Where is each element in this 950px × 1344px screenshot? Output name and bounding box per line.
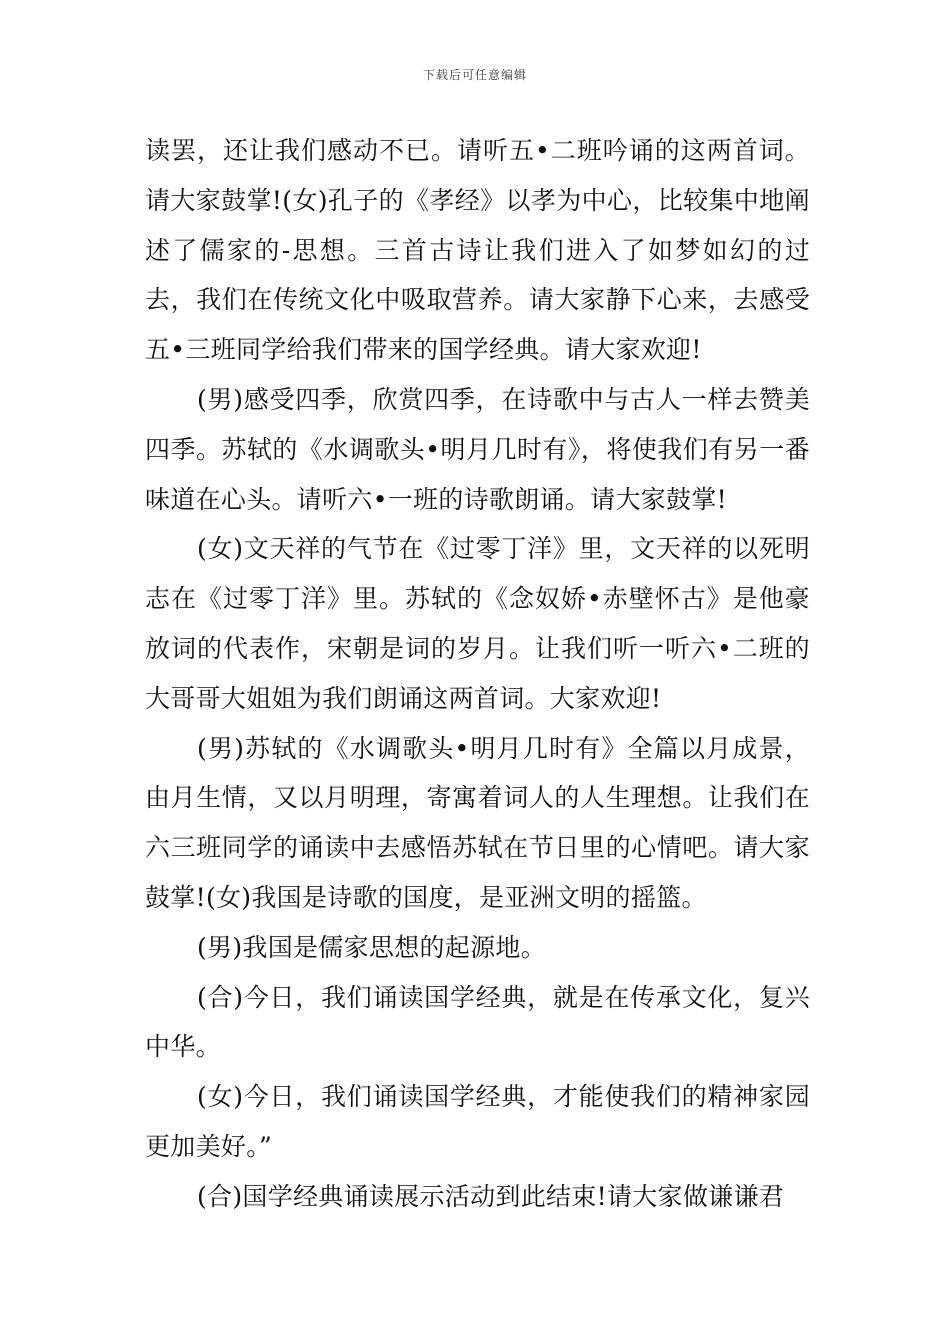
paragraph: (女)文天祥的气节在《过零丁洋》里，文天祥的以死明志在《过零丁洋》里。苏轼的《念奴娇•赤壁怀古》是他豪放词的代表作，宋朝是词的岁月。让我们听一听六•二班的大哥哥大姐姐为我们朗诵这两首词。大家欢迎!: [145, 534, 810, 713]
paragraph: (女)今日，我们诵读国学经典，才能使我们的精神家园更加美好。”: [145, 1082, 810, 1161]
paragraph: (男)感受四季，欣赏四季，在诗歌中与古人一样去赞美四季。苏轼的《水调歌头•明月几时有》，将使我们有另一番味道在心头。请听六•一班的诗歌朗诵。请大家鼓掌!: [145, 384, 810, 514]
page-header: 下载后可任意编辑: [422, 68, 527, 82]
document-body: [145, 126, 810, 1222]
paragraph: 读罢，还让我们感动不已。请听五•二班吟诵的这两首词。请大家鼓掌!(女)孔子的《孝经》以孝为中心，比较集中地阐述了儒家的-思想。三首古诗让我们进入了如梦如幻的过去，我们在传统文化中吸取营养。请大家静下心来，去感受五•三班同学给我们带来的国学经典。请大家欢迎!: [145, 136, 810, 365]
paragraph: (合)今日，我们诵读国学经典，就是在传承文化，复兴中华。: [145, 982, 810, 1062]
paragraph: (男)我国是儒家思想的起源地。: [197, 932, 547, 962]
paragraph: (合)国学经典诵读展示活动到此结束!请大家做谦谦君: [197, 1181, 785, 1211]
paragraph: (男)苏轼的《水调歌头•明月几时有》全篇以月成景，由月生情，又以月明理，寄寓着词人的人生理想。让我们在六三班同学的诵读中去感悟苏轼在节日里的心情吧。请大家鼓掌!(女)我国是诗歌的国度，是亚洲文明的摇篮。: [145, 733, 810, 912]
